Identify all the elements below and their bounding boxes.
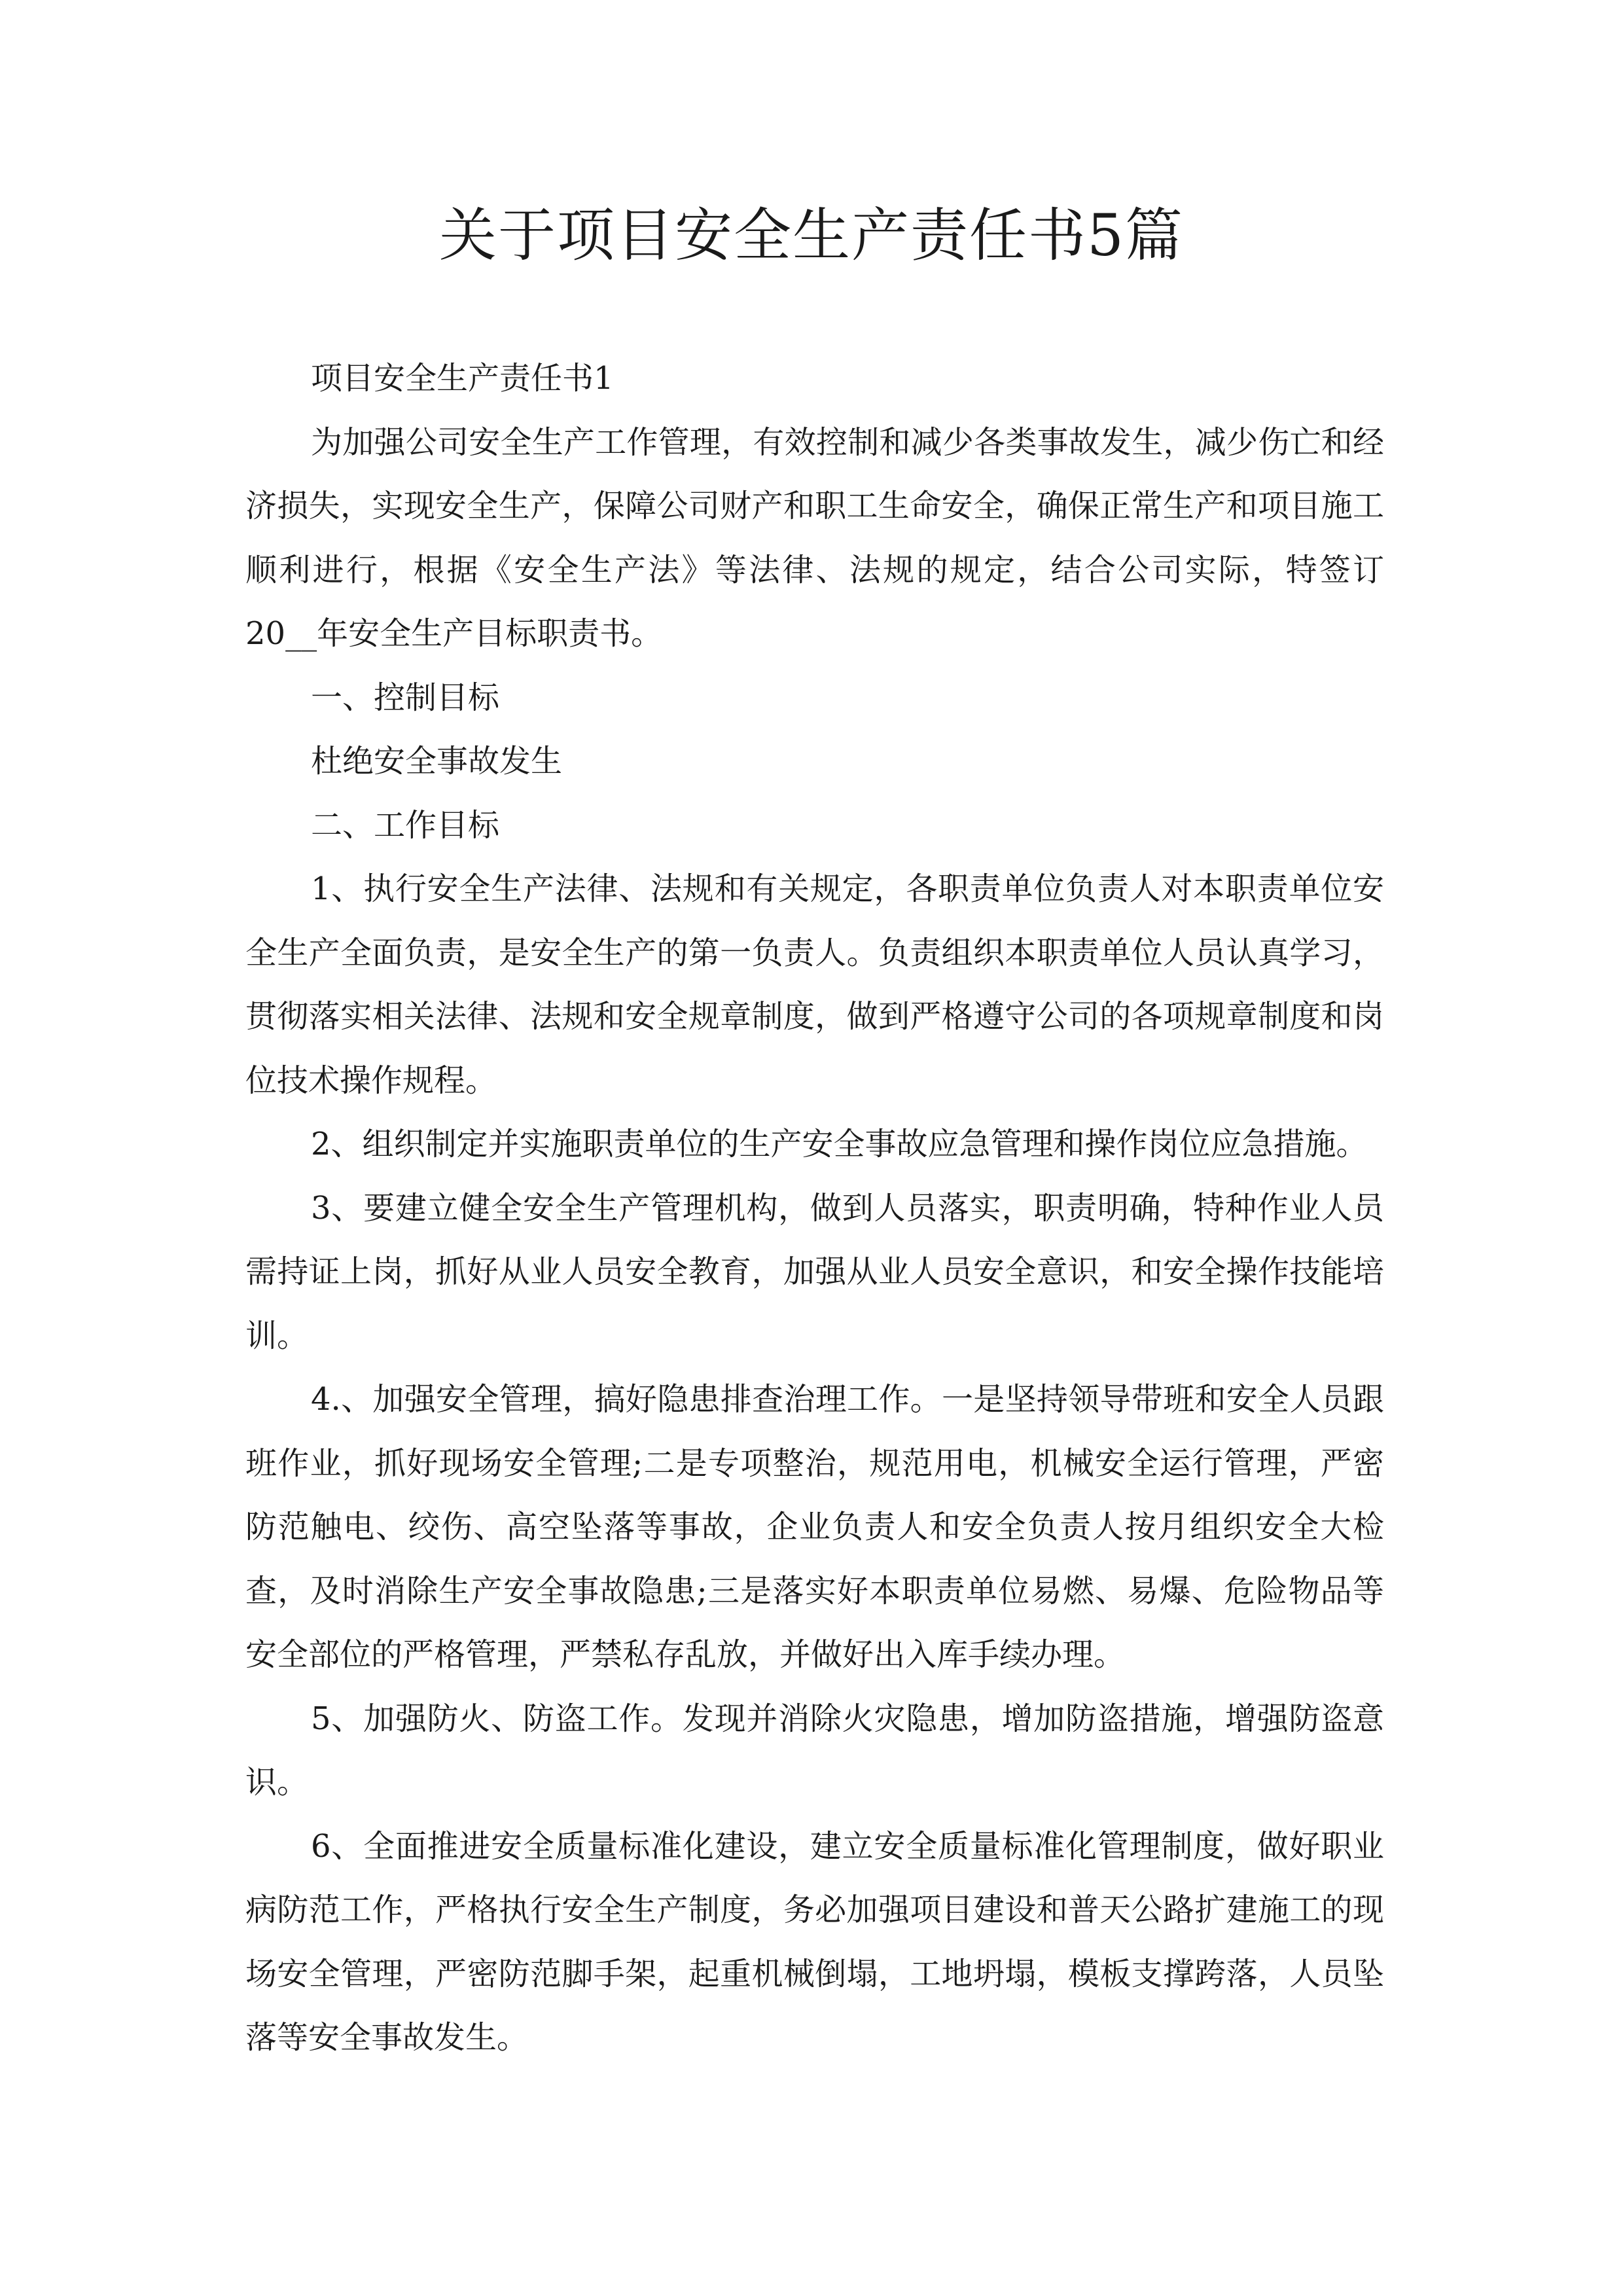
section-heading: 一、控制目标: [311, 679, 500, 716]
section-heading: 项目安全生产责任书1: [311, 360, 614, 397]
body-paragraph: 1、执行安全生产法律、法规和有关规定，各职责单位负责人对本职责单位安全生产全面负责，是安全生产的第一负责人。负责组织本职责单位人员认真学习，贯彻落实相关法律、法规和安全规章制度，做到严格遵守公司的各项规章制度和岗位技术操作规程。: [245, 870, 1384, 1099]
body-paragraph: 3、要建立健全安全生产管理机构，做到人员落实，职责明确，特种作业人员需持证上岗，抓好从业人员安全教育，加强从业人员安全意识，和安全操作技能培训。: [245, 1189, 1384, 1354]
body-paragraph: 6、全面推进安全质量标准化建设，建立安全质量标准化管理制度，做好职业病防范工作，严格执行安全生产制度，务必加强项目建设和普天公路扩建施工的现场安全管理，严密防范脚手架，起重机械倒塌，工地坍塌，模板支撑跨落，人员坠落等安全事故发生。: [245, 1827, 1384, 2056]
body-paragraph: 为加强公司安全生产工作管理，有效控制和减少各类事故发生，减少伤亡和经济损失，实现安全生产，保障公司财产和职工生命安全，确保正常生产和项目施工顺利进行，根据《安全生产法》等法律、法规的规定，结合公司实际，特签订20__年安全生产目标职责书。: [245, 423, 1384, 652]
body-paragraph: 杜绝安全事故发生: [311, 743, 563, 780]
document-body: [245, 347, 1384, 2070]
body-paragraph: 4.、加强安全管理，搞好隐患排查治理工作。一是坚持领导带班和安全人员跟班作业，抓好现场安全管理;二是专项整治，规范用电，机械安全运行管理，严密防范触电、绞伤、高空坠落等事故，企业负责人和安全负责人按月组织安全大检查，及时消除生产安全事故隐患;三是落实好本职责单位易燃、易爆、危险物品等安全部位的严格管理，严禁私存乱放，并做好出入库手续办理。: [245, 1381, 1384, 1673]
body-paragraph: 2、组织制定并实施职责单位的生产安全事故应急管理和操作岗位应急措施。: [311, 1126, 1368, 1162]
body-paragraph: 5、加强防火、防盗工作。发现并消除火灾隐患，增加防盗措施，增强防盗意识。: [245, 1700, 1384, 1801]
section-heading: 二、工作目标: [311, 806, 500, 844]
page-title: 关于项目安全生产责任书5篇: [439, 202, 1184, 269]
